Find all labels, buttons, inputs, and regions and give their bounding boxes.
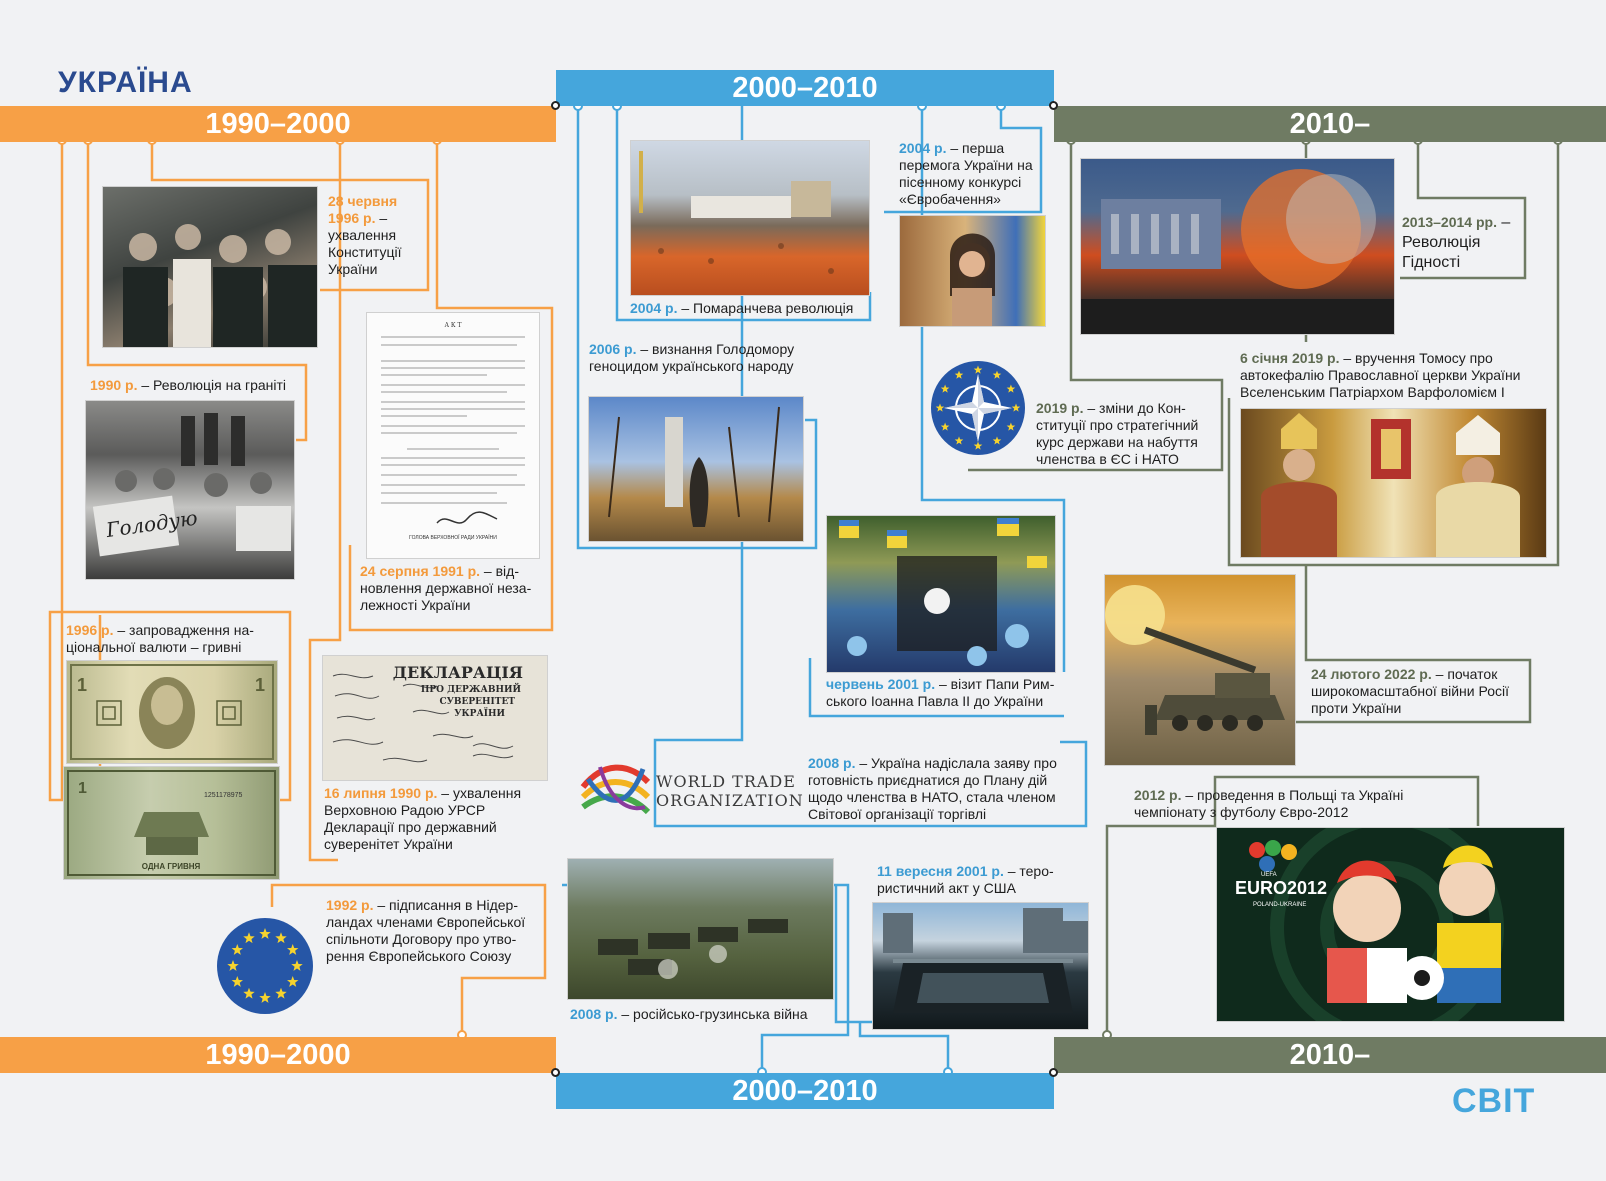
- declaration-title: ДЕКЛАРАЦІЯ: [392, 663, 523, 682]
- euro-logo-uefa: UEFA: [1261, 872, 1277, 878]
- band-1990-2000-top: [0, 106, 556, 142]
- event-year: 2006 р.: [589, 341, 637, 357]
- independence-act-document: [366, 312, 540, 559]
- band-label: 1990–2000: [205, 1038, 351, 1071]
- granite-photo: [85, 400, 295, 580]
- eu-flag-icon: [216, 917, 314, 1015]
- event-text: – початок широкомасштабної війни Росії проти України: [1311, 666, 1510, 716]
- timeline-node: [551, 101, 560, 110]
- granite-caption: [90, 377, 305, 394]
- dignity-revolution-photo: [1080, 158, 1395, 335]
- band-2010-top: [1054, 106, 1606, 142]
- event-year: 2008 р.: [570, 1006, 618, 1022]
- event-text: – Україна надіслала заяву про готовність приєднатися до Плану дій щодо членства в НАТО, стала членом Світової організації торгівлі: [808, 755, 1057, 822]
- declaration-subtitle: СУВЕРЕНІТЕТ: [439, 697, 515, 707]
- banknote-serial: 1251178975: [204, 792, 243, 799]
- event-text: – ухвалення Конституції України: [328, 210, 402, 277]
- hryvnia-banknote-front: [66, 660, 278, 764]
- event-text: – вручення Томосу про автокефалію Православної церкви України Вселенським Патріархом Варфоломієм І: [1240, 350, 1521, 400]
- svg-text:1: 1: [77, 675, 88, 695]
- event-text: – терористичний акт у США: [877, 863, 1054, 896]
- maastricht-caption: [326, 897, 541, 965]
- event-text: – Революція на граніті: [137, 377, 287, 393]
- band-label: 1990–2000: [205, 107, 351, 140]
- event-text: – запровадження національної валюти – гривні: [66, 622, 254, 655]
- protest-sign-text: Голодую: [104, 505, 200, 543]
- hryvnia-banknote-back: [63, 766, 280, 880]
- hryvnia-caption: [66, 622, 281, 656]
- event-text: – ухвалення Верховною Радою УРСР Декларації про державний суверенітет України: [324, 785, 522, 852]
- orange-revolution-caption: [630, 300, 875, 317]
- war2022-artillery-photo: [1104, 574, 1296, 766]
- svg-text:1: 1: [255, 675, 266, 695]
- event-text: – проведення в Польщі та Україні чемпіонату з футболу Євро-2012: [1134, 787, 1404, 820]
- event-text: – російсько-грузинська війна: [617, 1006, 808, 1022]
- holodomor-caption: [589, 341, 804, 375]
- event-year: 6 січня 2019 р.: [1240, 350, 1340, 366]
- event-year: 2019 р.: [1036, 400, 1084, 416]
- band-label: 2010–: [1289, 1038, 1371, 1071]
- event-year: 24 лютого 2022 р.: [1311, 666, 1432, 682]
- band-2000-2010-top: [556, 70, 1054, 106]
- orange-revolution-photo: [630, 140, 870, 296]
- dignity-caption: [1402, 213, 1527, 273]
- nato-emblem-icon: [930, 360, 1026, 456]
- wto-line: ORGANIZATION: [656, 791, 804, 810]
- event-text: – Революція Гідності: [1402, 214, 1511, 271]
- event-year: червень 2001 р.: [826, 676, 936, 692]
- svg-text:1: 1: [78, 780, 87, 797]
- sept11-memorial-photo: [872, 902, 1089, 1030]
- eurovision-photo: [899, 215, 1046, 327]
- band-label: 2010–: [1289, 107, 1371, 140]
- wto-logo-icon: [578, 757, 653, 825]
- wto-caption: [808, 755, 1083, 823]
- georgia-war-photo: [567, 858, 834, 1000]
- event-year: 2008 р.: [808, 755, 856, 771]
- event-year: 24 серпня 1991 р.: [360, 563, 481, 579]
- event-text: – відновлення державної незалежності України: [360, 563, 532, 613]
- timeline-node: [1049, 101, 1058, 110]
- independence-caption: [360, 563, 540, 614]
- event-year: 11 вересня 2001 р.: [877, 863, 1004, 879]
- eurovision-caption: [899, 140, 1059, 208]
- pope-visit-photo: [826, 515, 1056, 673]
- event-year: 1992 р.: [326, 897, 374, 913]
- band-2010-bottom: [1054, 1037, 1606, 1073]
- euro2012-mascots-image: [1216, 827, 1565, 1022]
- holodomor-memorial-photo: [588, 396, 804, 542]
- event-year: 28 червня 1996 р.: [328, 193, 398, 226]
- euro-logo-title: EURO2012: [1235, 878, 1328, 898]
- event-year: 2004 р.: [899, 140, 947, 156]
- timeline-node: [551, 1068, 560, 1077]
- euro2012-caption: [1134, 787, 1434, 821]
- nato2019-caption: [1036, 400, 1221, 468]
- tomos-caption: [1240, 350, 1560, 401]
- declaration-subtitle: УКРАЇНИ: [454, 709, 505, 719]
- timeline-node: [1049, 1068, 1058, 1077]
- ukraine-title: УКРАЇНА: [58, 66, 193, 99]
- band-label: 2000–2010: [732, 1074, 878, 1107]
- act-heading: А К Т: [444, 322, 462, 329]
- event-text: – визнання Голодомору геноцидом українського народу: [589, 341, 795, 374]
- pope-caption: [826, 676, 1071, 710]
- constitution-photo: [102, 186, 318, 348]
- tomos-photo: [1240, 408, 1547, 558]
- banknote-label: ОДНА ГРИВНЯ: [141, 862, 201, 871]
- band-label: 2000–2010: [732, 71, 878, 104]
- war2022-caption: [1311, 666, 1541, 717]
- event-year: 2004 р.: [630, 300, 678, 316]
- event-year: 16 липня 1990 р.: [324, 785, 438, 801]
- event-text: – Помаранчева революція: [677, 300, 854, 316]
- event-year: 2012 р.: [1134, 787, 1182, 803]
- wto-line: WORLD TRADE: [656, 772, 796, 791]
- sovereignty-caption: [324, 785, 544, 853]
- event-year: 1996 р.: [66, 622, 114, 638]
- band-1990-2000-bottom: [0, 1037, 556, 1073]
- act-signature-label: ГОЛОВА ВЕРХОВНОЇ РАДИ УКРАЇНИ: [409, 535, 497, 541]
- euro-logo-subtitle: POLAND-UKRAINE: [1253, 902, 1307, 908]
- declaration-document: [322, 655, 548, 781]
- event-year: 1990 р.: [90, 377, 138, 393]
- event-text: – зміни до Конституції про стратегічний курс держави на набуття членства в ЄС і НАТО: [1036, 400, 1199, 467]
- event-text: – перша перемога України на пісенному конкурсі «Євробачення»: [899, 140, 1033, 207]
- wto-logo-text: [656, 772, 804, 810]
- event-text: – візит Папи Римського Іоанна Павла ІІ до України: [826, 676, 1055, 709]
- declaration-subtitle: ПРО ДЕРЖАВНИЙ: [420, 685, 521, 695]
- band-2000-2010-bottom: [556, 1073, 1054, 1109]
- world-title: СВІТ: [1452, 1082, 1536, 1120]
- constitution-caption: [328, 193, 428, 278]
- event-year: 2013–2014 рр.: [1402, 214, 1497, 230]
- event-text: – підписання в Нідерландах членами Європейської спільноти Договору про утворення Європейського Союзу: [326, 897, 526, 964]
- georgia-caption: [570, 1006, 835, 1023]
- sept11-caption: [877, 863, 1077, 897]
